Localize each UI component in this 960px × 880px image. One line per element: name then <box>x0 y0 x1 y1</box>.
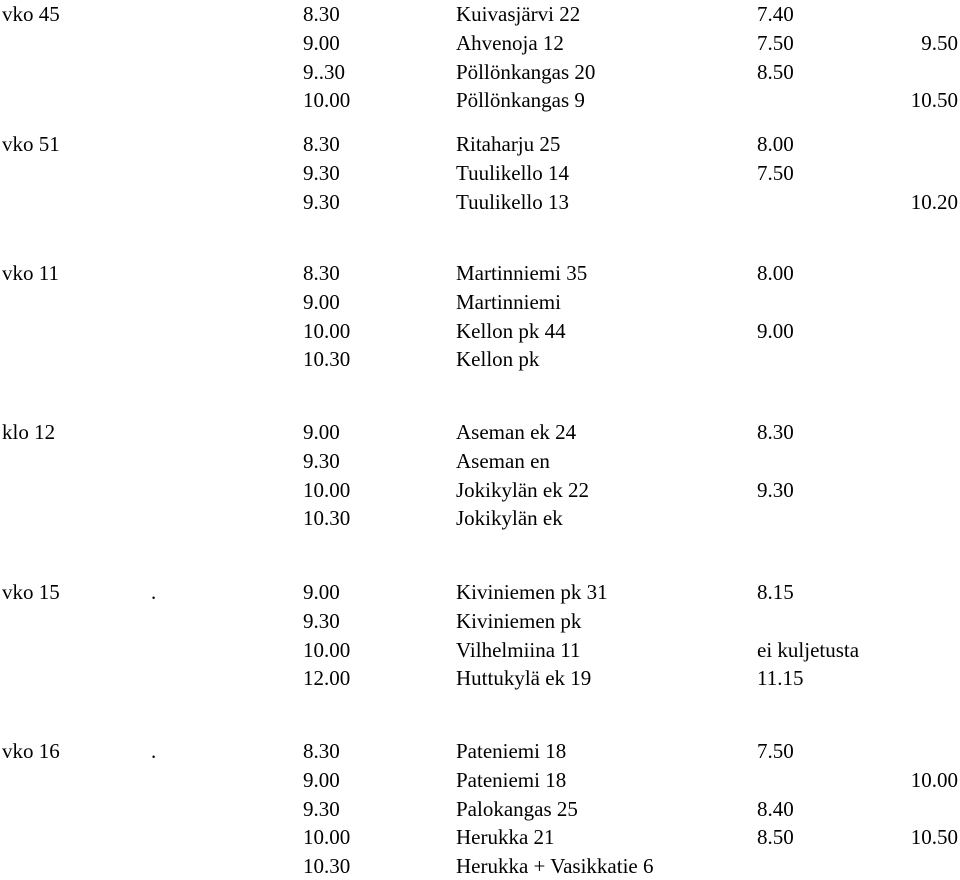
pickup-time: 8.40 <box>757 796 794 821</box>
session-time: 9.00 <box>303 289 340 314</box>
pickup-time: 8.00 <box>757 261 794 285</box>
pickup-time: 8.50 <box>757 825 794 850</box>
session-time: 8.30 <box>303 261 340 285</box>
session-time: 8.30 <box>303 739 340 763</box>
session-time: 9.00 <box>303 580 340 604</box>
place-name: Pöllönkangas 9 <box>456 88 585 113</box>
return-time: 10.00 <box>910 767 958 792</box>
schedule-group-first-row <box>0 578 960 606</box>
place-name: Kellon pk 44 <box>456 318 566 343</box>
session-time: 10.30 <box>303 506 351 531</box>
schedule-row <box>0 504 960 532</box>
schedule-group-first-row <box>0 130 960 158</box>
pickup-time: 8.30 <box>757 420 794 444</box>
pickup-time: 7.40 <box>757 2 794 26</box>
session-time: 10.00 <box>303 477 351 502</box>
pickup-time: 8.00 <box>757 132 794 156</box>
place-name: Vilhelmiina 11 <box>456 637 581 662</box>
place-name: Martinniemi 35 <box>456 261 588 285</box>
return-time: 10.50 <box>910 825 958 850</box>
return-time: 9.50 <box>921 30 958 55</box>
schedule-row <box>0 795 960 823</box>
schedule-row <box>0 447 960 475</box>
schedule-row <box>0 345 960 373</box>
session-time: 9.30 <box>303 189 340 214</box>
place-name: Huttukylä ek 19 <box>456 666 592 691</box>
week-label: vko 15 <box>2 580 60 604</box>
session-time: 9..30 <box>303 59 345 84</box>
place-name: Martinniemi <box>456 289 561 314</box>
week-label: vko 11 <box>2 261 59 285</box>
place-name: Tuulikello 14 <box>456 160 569 185</box>
session-time: 9.00 <box>303 767 340 792</box>
schedule-group-first-row <box>0 418 960 446</box>
schedule-row <box>0 58 960 86</box>
place-name: Kiviniemen pk <box>456 608 582 633</box>
place-name: Pateniemi 18 <box>456 767 567 792</box>
session-time: 10.00 <box>303 637 351 662</box>
separator-dot: . <box>151 739 157 763</box>
pickup-time: 8.50 <box>757 59 794 84</box>
schedule-row <box>0 823 960 851</box>
pickup-time: ei kuljetusta <box>757 637 860 662</box>
session-time: 10.00 <box>303 318 351 343</box>
pickup-time: 7.50 <box>757 30 794 55</box>
session-time: 9.30 <box>303 160 340 185</box>
separator-dot: . <box>151 580 157 604</box>
place-name: Herukka 21 <box>456 825 555 850</box>
session-time: 9.00 <box>303 420 340 444</box>
session-time: 9.00 <box>303 30 340 55</box>
session-time: 8.30 <box>303 132 340 156</box>
schedule-row <box>0 766 960 794</box>
session-time: 8.30 <box>303 2 340 26</box>
schedule-row <box>0 317 960 345</box>
schedule-row <box>0 159 960 187</box>
schedule-row <box>0 852 960 880</box>
session-time: 10.30 <box>303 347 351 372</box>
pickup-time: 7.50 <box>757 739 794 763</box>
schedule-row <box>0 288 960 316</box>
week-label: vko 16 <box>2 739 60 763</box>
return-time: 10.20 <box>910 189 958 214</box>
place-name: Herukka + Vasikkatie 6 <box>456 854 654 879</box>
place-name: Kiviniemen pk 31 <box>456 580 608 604</box>
place-name: Aseman ek 24 <box>456 420 577 444</box>
schedule-group-first-row <box>0 0 960 28</box>
schedule-row <box>0 607 960 635</box>
place-name: Ritaharju 25 <box>456 132 561 156</box>
place-name: Palokangas 25 <box>456 796 578 821</box>
schedule-row <box>0 29 960 57</box>
week-label: vko 51 <box>2 132 60 156</box>
pickup-time: 8.15 <box>757 580 794 604</box>
place-name: Kellon pk <box>456 347 540 372</box>
schedule-row <box>0 664 960 692</box>
place-name: Ahvenoja 12 <box>456 30 564 55</box>
schedule-group-first-row <box>0 737 960 765</box>
session-time: 10.00 <box>303 825 351 850</box>
session-time: 9.30 <box>303 796 340 821</box>
place-name: Jokikylän ek <box>456 506 563 531</box>
schedule-group-first-row <box>0 259 960 287</box>
pickup-time: 9.30 <box>757 477 794 502</box>
place-name: Tuulikello 13 <box>456 189 569 214</box>
place-name: Aseman en <box>456 448 550 473</box>
pickup-time: 11.15 <box>757 666 804 691</box>
session-time: 9.30 <box>303 608 340 633</box>
session-time: 10.30 <box>303 854 351 879</box>
place-name: Kuivasjärvi 22 <box>456 2 581 26</box>
place-name: Jokikylän ek 22 <box>456 477 589 502</box>
schedule-row <box>0 86 960 114</box>
schedule-row <box>0 476 960 504</box>
session-time: 10.00 <box>303 88 351 113</box>
week-label: vko 45 <box>2 2 60 26</box>
week-label: klo 12 <box>2 420 56 444</box>
return-time: 10.50 <box>910 88 958 113</box>
place-name: Pateniemi 18 <box>456 739 567 763</box>
session-time: 9.30 <box>303 448 340 473</box>
schedule-row <box>0 188 960 216</box>
pickup-time: 9.00 <box>757 318 794 343</box>
pickup-time: 7.50 <box>757 160 794 185</box>
session-time: 12.00 <box>303 666 351 691</box>
schedule-row <box>0 636 960 664</box>
place-name: Pöllönkangas 20 <box>456 59 596 84</box>
